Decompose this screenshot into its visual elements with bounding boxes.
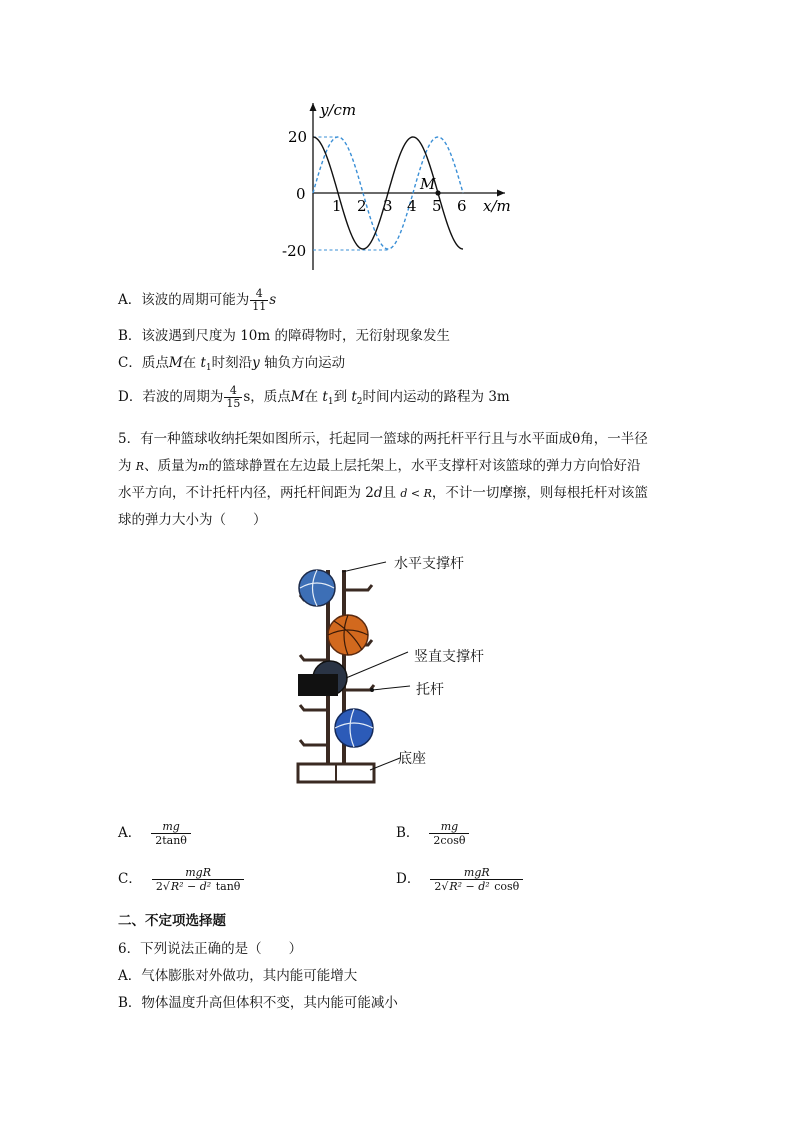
- q4-option-a: [118, 288, 276, 313]
- q5-r-symbol: R: [135, 460, 145, 473]
- shoe-box: [298, 674, 338, 696]
- q5-line-1: [118, 430, 648, 448]
- q4-d-mid2: 在: [304, 389, 319, 405]
- leader-vertical-pole: [346, 652, 408, 678]
- x-tick-4: 4: [407, 197, 417, 215]
- q5-text-3a: 水平方向，不计托杆内径，两托杆间距为 2: [118, 485, 374, 501]
- q4-c-t: t: [200, 355, 206, 371]
- q5-text-2c: 的篮球静置在左边最上层托架上，水平支撑杆对该篮球的弹力方向恰好沿: [208, 458, 641, 474]
- q5-d-den: 2√R² − d² cosθ: [434, 880, 520, 893]
- q4-d-t1sub: 1: [327, 397, 334, 407]
- q5-d-label: D．: [396, 871, 421, 887]
- q5-a-formula: [151, 820, 191, 847]
- q4-b-text: B．该波遇到尺度为 10m 的障碍物时，无衍射现象发生: [118, 328, 450, 344]
- q5-text-3c: ，不计一切摩擦，则每根托杆对该篮: [431, 485, 648, 501]
- q5-option-a: [118, 820, 191, 847]
- x-tick-2: 2: [357, 197, 367, 215]
- x-tick-5: 5: [432, 197, 442, 215]
- q4-d-den: 15: [226, 397, 241, 410]
- q5-text-2b: 、质量为: [144, 458, 199, 474]
- leader-support-arm: [372, 686, 410, 690]
- q4-c-tsub: 1: [205, 363, 212, 373]
- q4-a-unit: s: [269, 292, 277, 308]
- q4-a-fraction: [250, 288, 268, 313]
- q5-line-3: [118, 484, 648, 503]
- q5-c-den: 2√R² − d² tanθ: [155, 880, 241, 893]
- leader-support-arm-dot: [370, 688, 374, 692]
- q5-d-den-post: cosθ: [494, 880, 520, 893]
- y-tick-neg20: -20: [282, 242, 307, 260]
- q5-b-num: mg: [429, 820, 469, 834]
- q4-c-mid1: 在: [182, 355, 197, 371]
- q5-b-label: B．: [396, 825, 420, 841]
- q4-d-pre: D．若波的周期为: [118, 389, 224, 405]
- section-2-title: [118, 912, 226, 930]
- q5-a-label: A．: [118, 825, 142, 841]
- q5-option-d: [396, 866, 523, 893]
- x-axis-arrow: [497, 190, 505, 197]
- q5-a-den: 2tanθ: [155, 834, 187, 847]
- q6-b-text: B．物体温度升高但体积不变，其内能可能减小: [118, 995, 398, 1011]
- ball-top-blue: [299, 570, 335, 606]
- label-vertical-pole: 竖直支撑杆: [414, 649, 484, 665]
- x-axis-label: x/m: [483, 197, 511, 215]
- q5-c-den-pre: 2: [155, 880, 163, 893]
- q5-text-1: 5．有一种篮球收纳托架如图所示，托起同一篮球的两托杆平行且与水平面成θ角，一半径: [118, 431, 648, 447]
- q5-d-symbol: d: [373, 485, 383, 501]
- point-m: [435, 190, 440, 195]
- y-tick-20: 20: [288, 128, 308, 146]
- q5-d-den-root: R² − d²: [449, 880, 490, 893]
- q4-d-t2sub: 2: [356, 397, 363, 407]
- q5-text-2a: 为: [118, 458, 132, 474]
- x-tick-3: 3: [383, 197, 393, 215]
- q5-c-formula: [152, 866, 245, 893]
- q4-d-num: 4: [224, 385, 242, 398]
- q4-a-text: A．该波的周期可能为: [118, 292, 250, 308]
- q4-d-post: 时间内运动的路程为 3m: [362, 389, 510, 405]
- y-axis-arrow: [310, 103, 317, 111]
- leader-horizontal-bar: [342, 562, 386, 572]
- q5-d-num: mgR: [430, 866, 523, 880]
- q4-d-fraction: [224, 385, 242, 410]
- y-axis-label: y/cm: [320, 101, 357, 119]
- q5-text-4: 球的弹力大小为（ ）: [118, 512, 267, 528]
- q4-option-c: [118, 354, 345, 377]
- q4-d-m: M: [290, 389, 305, 405]
- q6-option-a: [118, 967, 357, 985]
- q5-d-formula: [430, 866, 523, 893]
- y-tick-0: 0: [296, 185, 306, 203]
- q5-m-symbol: m: [198, 460, 209, 473]
- q5-c-den-post: tanθ: [215, 880, 241, 893]
- q4-c-post: 轴负方向运动: [264, 355, 346, 371]
- x-tick-1: 1: [332, 197, 342, 215]
- q5-c-label: C．: [118, 871, 142, 887]
- q5-option-c: [118, 866, 244, 893]
- q4-c-mid2: 时刻沿: [211, 355, 253, 371]
- label-support-arm: 托杆: [416, 682, 444, 698]
- q4-a-num: 4: [250, 288, 268, 301]
- q4-d-to: 到: [333, 389, 348, 405]
- q4-c-y: y: [252, 355, 260, 371]
- q5-d-den-pre: 2: [434, 880, 442, 893]
- q4-option-b: [118, 327, 450, 345]
- q5-b-den: 2cosθ: [433, 834, 466, 847]
- q4-c-m: M: [168, 355, 183, 371]
- q4-option-d: [118, 385, 510, 411]
- x-tick-6: 6: [457, 197, 467, 215]
- q4-d-t2: t: [351, 389, 357, 405]
- ball-blue-bottom: [335, 709, 373, 747]
- q5-condition: d < R: [400, 487, 432, 500]
- q5-text-3b: 且: [382, 485, 397, 501]
- q5-line-4: [118, 511, 267, 529]
- q6-stem: [118, 940, 302, 958]
- q4-d-t1: t: [322, 389, 328, 405]
- q5-b-formula: [429, 820, 469, 847]
- wave-graph: [280, 95, 530, 280]
- label-horizontal-bar: 水平支撑杆: [394, 556, 464, 572]
- q5-c-num: mgR: [152, 866, 245, 880]
- q6-a-text: A．气体膨胀对外做功，其内能可能增大: [118, 968, 358, 984]
- q4-c-pre: C．质点: [118, 355, 169, 371]
- q5-a-num: mg: [151, 820, 191, 834]
- q5-c-den-root: R² − d²: [170, 880, 212, 893]
- q5-line-2: [118, 457, 641, 476]
- q4-d-mid: s，质点: [243, 389, 291, 405]
- q6-stem-text: 6．下列说法正确的是（ ）: [118, 941, 303, 957]
- section-2-title-text: 二、不定项选择题: [118, 913, 226, 929]
- label-base: 底座: [398, 751, 426, 767]
- q6-option-b: [118, 994, 398, 1012]
- q5-option-b: [396, 820, 469, 847]
- point-m-label: M: [420, 175, 436, 193]
- q4-a-den: 11: [252, 300, 267, 313]
